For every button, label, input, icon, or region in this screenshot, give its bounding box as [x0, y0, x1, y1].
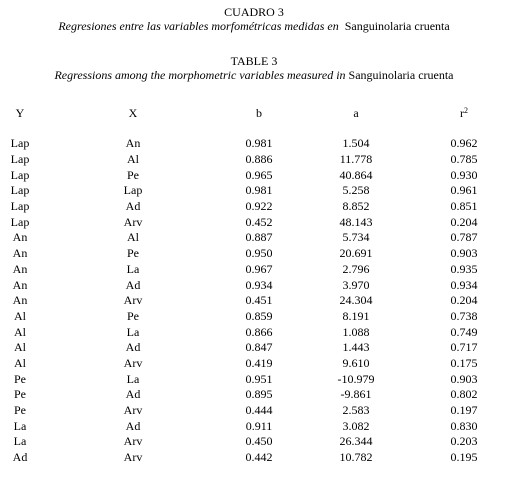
cell-r2: 0.738	[450, 308, 478, 323]
header-x: X	[128, 105, 138, 120]
table-body	[0, 123, 508, 465]
header-r2	[420, 103, 508, 123]
cell-a: 3.970	[342, 277, 370, 292]
table-row	[0, 230, 508, 246]
cell-a: 26.344	[339, 434, 373, 449]
cell-r2: 0.749	[450, 324, 478, 339]
cell-b: 0.859	[245, 308, 273, 323]
cell-x: Arv	[123, 434, 143, 449]
cell-y: Pe	[14, 387, 26, 402]
cell-r2: 0.204	[450, 293, 478, 308]
table-row	[0, 277, 508, 293]
cell-y: Lap	[10, 183, 30, 198]
table-row	[0, 183, 508, 199]
cell-x: Arv	[123, 450, 143, 465]
cell-r2: 0.717	[450, 340, 478, 355]
cell-y: An	[12, 261, 28, 276]
cell-b: 0.967	[245, 261, 273, 276]
cell-a: -9.861	[340, 387, 372, 402]
cell-y: Pe	[14, 371, 26, 386]
cell-b: 0.922	[245, 199, 273, 214]
table-row	[0, 262, 508, 278]
cell-a: 8.191	[342, 308, 370, 323]
cell-b: 0.452	[245, 214, 273, 229]
cell-r2: 0.203	[450, 434, 478, 449]
cell-r2: 0.962	[450, 136, 478, 151]
cell-a: 48.143	[339, 214, 373, 229]
cell-a: 10.782	[339, 450, 373, 465]
cell-x: Arv	[123, 214, 143, 229]
cell-a: -10.979	[337, 371, 375, 386]
cell-y: An	[12, 246, 28, 261]
cell-x: La	[126, 261, 140, 276]
cell-b: 0.419	[245, 355, 273, 370]
cell-r2: 0.961	[450, 183, 478, 198]
cell-a: 1.088	[342, 324, 370, 339]
cell-x: Al	[127, 230, 139, 245]
table-row	[0, 418, 508, 434]
header-y: Y	[15, 105, 25, 120]
cell-b: 0.442	[245, 450, 273, 465]
cell-y: An	[12, 293, 28, 308]
cell-x: Arv	[123, 355, 143, 370]
table-row	[0, 152, 508, 168]
cell-a: 5.258	[342, 183, 370, 198]
cell-x: Lap	[123, 183, 143, 198]
caption-english-description: Regressions among the morphometric variables measured in	[54, 68, 346, 82]
cell-x: Ad	[125, 340, 141, 355]
cell-b: 0.981	[245, 136, 273, 151]
cell-x: Ad	[125, 418, 141, 433]
cell-y: Al	[14, 324, 26, 339]
cell-a: 20.691	[339, 246, 373, 261]
cell-a: 2.583	[342, 403, 370, 418]
cell-x: Ad	[125, 277, 141, 292]
table-row	[0, 167, 508, 183]
table-row	[0, 403, 508, 419]
table-row	[0, 246, 508, 262]
cell-b: 0.934	[245, 277, 273, 292]
table-row	[0, 356, 508, 372]
caption-english-label: TABLE 3	[230, 54, 278, 68]
cell-a: 8.852	[342, 199, 370, 214]
cell-a: 40.864	[339, 167, 373, 182]
cell-y: Al	[14, 355, 26, 370]
cell-r2: 0.903	[450, 246, 478, 261]
cell-a: 24.304	[339, 293, 373, 308]
cell-r2: 0.175	[450, 355, 478, 370]
cell-r2: 0.930	[450, 167, 478, 182]
cell-a: 5.734	[342, 230, 370, 245]
table-row	[0, 450, 508, 466]
cell-y: Al	[14, 340, 26, 355]
cell-y: La	[13, 418, 27, 433]
cell-y: La	[13, 434, 27, 449]
cell-a: 1.443	[342, 340, 370, 355]
regression-table	[0, 103, 508, 465]
caption-spanish	[0, 5, 508, 33]
cell-y: An	[12, 230, 28, 245]
cell-b: 0.886	[245, 152, 273, 167]
cell-y: Al	[14, 308, 26, 323]
cell-y: Lap	[10, 214, 30, 229]
cell-r2: 0.802	[450, 387, 478, 402]
cell-r2: 0.204	[450, 214, 478, 229]
cell-b: 0.444	[245, 403, 273, 418]
cell-x: An	[125, 136, 141, 151]
header-row	[0, 103, 508, 123]
table-row	[0, 434, 508, 450]
table-row	[0, 136, 508, 152]
table-row	[0, 293, 508, 309]
cell-r2: 0.935	[450, 261, 478, 276]
cell-a: 9.610	[342, 355, 370, 370]
cell-x: Al	[127, 152, 139, 167]
cell-x: Pe	[127, 167, 139, 182]
cell-b: 0.450	[245, 434, 273, 449]
cell-b: 0.951	[245, 371, 273, 386]
cell-y: Lap	[10, 199, 30, 214]
cell-x: La	[126, 324, 140, 339]
cell-a: 3.082	[342, 418, 370, 433]
cell-b: 0.981	[245, 183, 273, 198]
cell-b: 0.965	[245, 167, 273, 182]
caption-spanish-description: Regresiones entre las variables morfométricas medidas en	[58, 19, 339, 33]
cell-x: Pe	[127, 308, 139, 323]
header-b: b	[256, 105, 262, 120]
cell-y: Ad	[12, 450, 28, 465]
cell-x: Ad	[125, 199, 141, 214]
table-header	[0, 103, 508, 123]
cell-a: 11.778	[339, 152, 373, 167]
cell-x: Arv	[123, 403, 143, 418]
cell-r2: 0.851	[450, 199, 478, 214]
cell-x: Ad	[125, 387, 141, 402]
table-row	[0, 340, 508, 356]
cell-r2: 0.787	[450, 230, 478, 245]
header-r2-base: r	[460, 105, 464, 120]
cell-b: 0.911	[245, 418, 273, 433]
table-row	[0, 371, 508, 387]
table-row	[0, 199, 508, 215]
cell-y: An	[12, 277, 28, 292]
cell-r2: 0.903	[450, 371, 478, 386]
cell-r2: 0.785	[450, 152, 478, 167]
caption-spanish-species: Sanguinolaria cruenta	[344, 19, 450, 33]
cell-b: 0.847	[245, 340, 273, 355]
cell-b: 0.451	[245, 293, 273, 308]
cell-x: La	[126, 371, 140, 386]
cell-y: Lap	[10, 136, 30, 151]
cell-b: 0.950	[245, 246, 273, 261]
header-spacer	[0, 123, 508, 136]
caption-spanish-text	[0, 19, 508, 33]
cell-r2: 0.197	[450, 403, 478, 418]
table-row	[0, 214, 508, 230]
table-row	[0, 324, 508, 340]
cell-r2: 0.934	[450, 277, 478, 292]
cell-y: Lap	[10, 152, 30, 167]
cell-a: 1.504	[342, 136, 370, 151]
cell-b: 0.895	[245, 387, 273, 402]
cell-x: Arv	[123, 293, 143, 308]
cell-r2: 0.195	[450, 450, 478, 465]
caption-english-text	[0, 68, 508, 82]
cell-y: Pe	[14, 403, 26, 418]
cell-b: 0.866	[245, 324, 273, 339]
cell-x: Pe	[127, 246, 139, 261]
caption-spanish-label: CUADRO 3	[224, 5, 284, 19]
caption-english-species: Sanguinolaria cruenta	[348, 68, 454, 82]
header-r2-exponent: 2	[464, 105, 468, 115]
table-row	[0, 309, 508, 325]
cell-r2: 0.830	[450, 418, 478, 433]
header-a: a	[353, 105, 359, 120]
table-row	[0, 387, 508, 403]
cell-y: Lap	[10, 167, 30, 182]
caption-english	[0, 54, 508, 82]
cell-b: 0.887	[245, 230, 273, 245]
cell-a: 2.796	[342, 261, 370, 276]
